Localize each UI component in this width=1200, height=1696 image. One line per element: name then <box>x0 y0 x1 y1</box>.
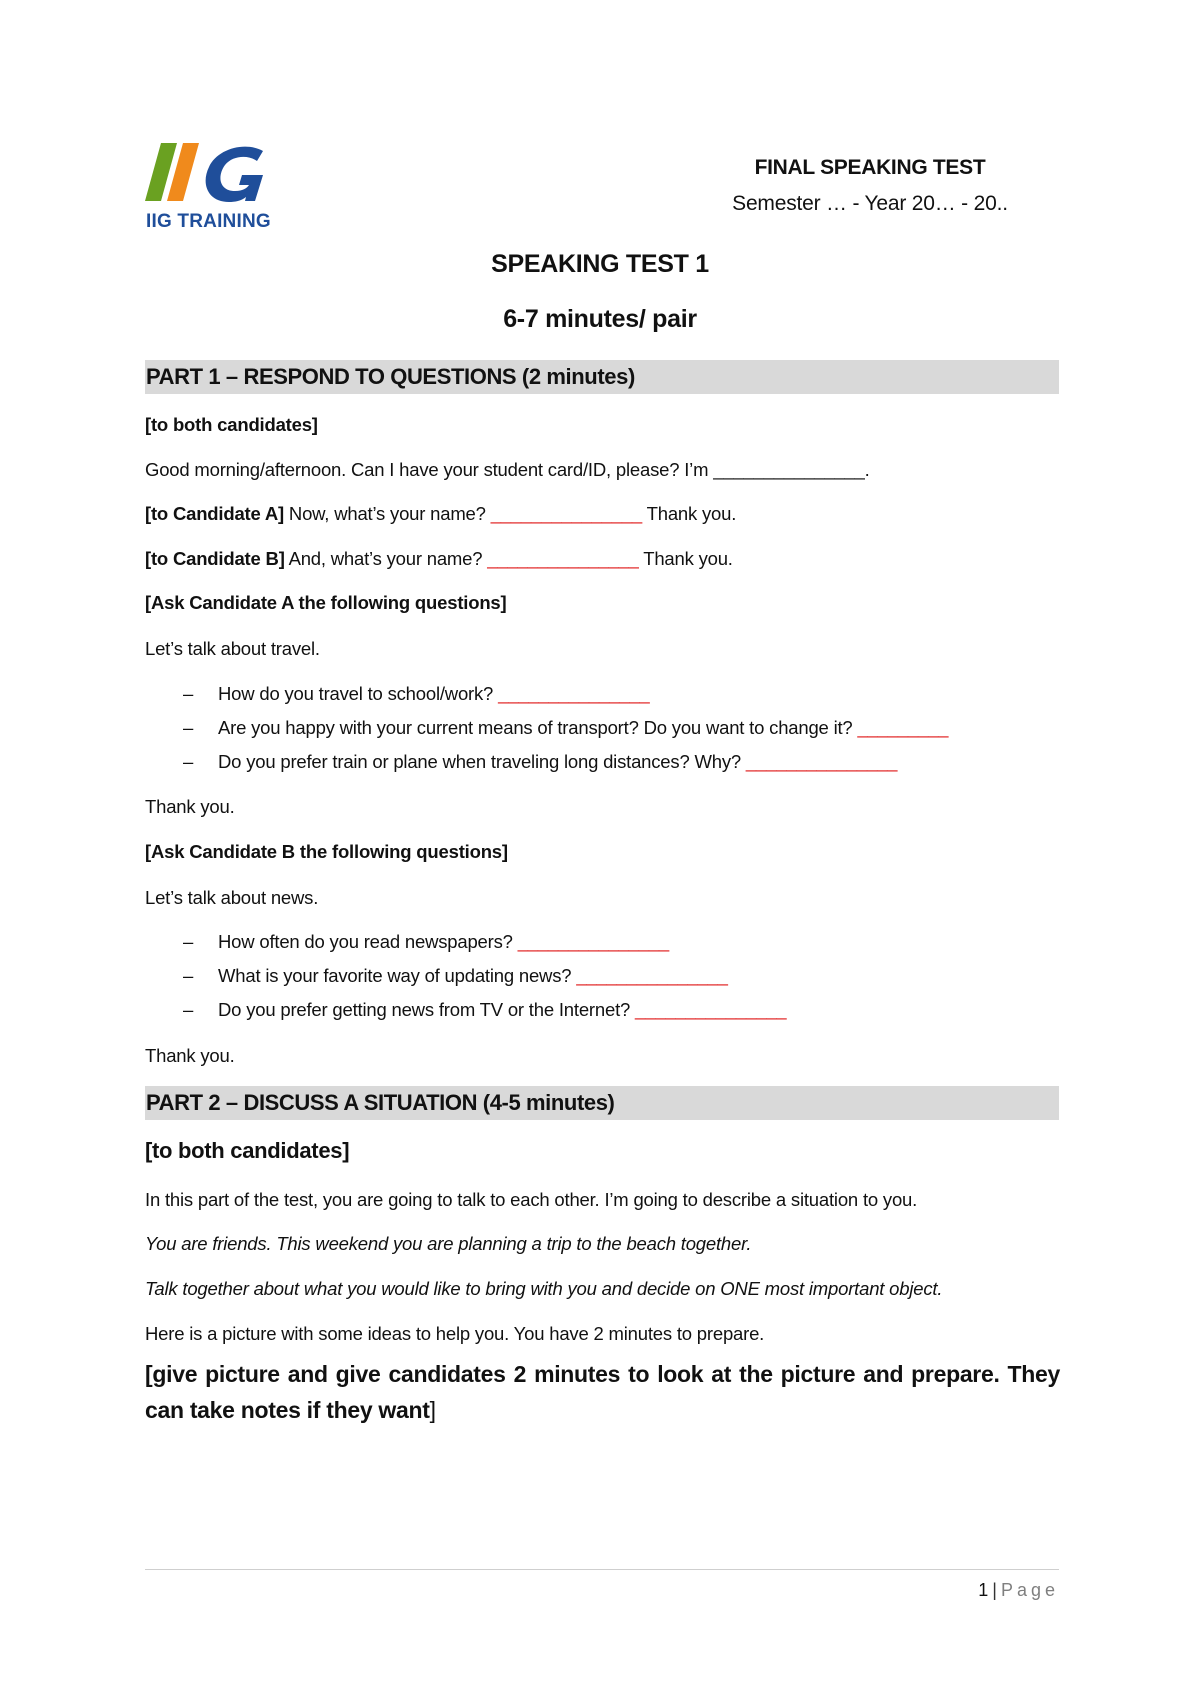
page-title: SPEAKING TEST 1 <box>491 250 709 278</box>
candidate-a-label: [to Candidate A] <box>145 503 284 524</box>
semester-line: Semester … - Year 20… - 20.. <box>732 192 1008 215</box>
candidate-b-label: [to Candidate B] <box>145 548 285 569</box>
part2-intro: In this part of the test, you are going to talk to each other. I’m going to describe a situation to you. <box>145 1189 918 1210</box>
bullet-dash: – <box>183 683 194 704</box>
bullet-dash: – <box>183 931 194 952</box>
topic-a-line: Let’s talk about travel. <box>145 638 320 659</box>
candidate-b-name-line <box>145 548 1065 570</box>
candidate-b-thanks: Thank you. <box>643 548 733 569</box>
part2-both-candidates-label: [to both candidates] <box>145 1138 350 1163</box>
page-footer <box>978 1580 1059 1601</box>
question-text: Do you prefer train or plane when traveling long distances? Why? <box>218 751 741 772</box>
greeting-line <box>145 459 1065 481</box>
candidate-b-question: And, what’s your name? <box>288 548 483 569</box>
part2-heading-bar <box>145 1086 1059 1120</box>
bullet-dash: – <box>183 717 194 738</box>
candidate-a-blank: _______________ <box>490 503 643 524</box>
greeting-blank: _______________. <box>713 459 870 480</box>
thanks-a-line: Thank you. <box>145 796 235 817</box>
footer-separator: | <box>992 1580 997 1600</box>
bullet-dash: – <box>183 965 194 986</box>
answer-blank: _______________ <box>745 751 898 772</box>
situation-line-1: You are friends. This weekend you are planning a trip to the beach together. <box>145 1233 752 1254</box>
part1-heading: PART 1 – RESPOND TO QUESTIONS (2 minutes) <box>146 364 635 389</box>
logo-text: IIG TRAINING <box>146 211 271 232</box>
iig-training-logo <box>145 143 275 233</box>
question-text: How often do you read newspapers? <box>218 931 513 952</box>
topic-b-line: Let’s talk about news. <box>145 887 319 908</box>
candidate-b-blank: _______________ <box>487 548 639 569</box>
ask-candidate-a-label: [Ask Candidate A the following questions] <box>145 592 507 613</box>
ask-candidate-b-label: [Ask Candidate B the following questions] <box>145 841 508 862</box>
answer-blank: _______________ <box>576 965 728 986</box>
answer-blank: _______________ <box>517 931 670 952</box>
page-number: 1 <box>978 1580 989 1600</box>
greeting-text: Good morning/afternoon. Can I have your student card/ID, please? I’m <box>145 459 709 480</box>
candidate-a-question: Now, what’s your name? <box>288 503 486 524</box>
test-type-heading: FINAL SPEAKING TEST <box>754 156 986 179</box>
part1-both-candidates-label: [to both candidates] <box>145 414 318 435</box>
answer-blank: _________ <box>857 717 949 738</box>
footer-divider <box>145 1569 1059 1570</box>
question-text: Are you happy with your current means of transport? Do you want to change it? <box>218 717 853 738</box>
picture-note: Here is a picture with some ideas to help you. You have 2 minutes to prepare. <box>145 1323 765 1344</box>
instruction-text: [give picture and give candidates 2 minutes to look at the picture and prepare. They can take notes if they want <box>145 1361 1060 1423</box>
answer-blank: _______________ <box>635 999 787 1020</box>
situation-line-2: Talk together about what you would like to bring with you and decide on ONE most important object. <box>145 1278 943 1299</box>
part1-heading-bar <box>145 360 1059 394</box>
candidate-a-thanks: Thank you. <box>646 503 737 524</box>
answer-blank: _______________ <box>498 683 650 704</box>
bullet-dash: – <box>183 751 194 772</box>
duration-subtitle: 6-7 minutes/ pair <box>503 305 697 333</box>
question-text: How do you travel to school/work? <box>218 683 494 704</box>
part2-heading: PART 2 – DISCUSS A SITUATION (4-5 minutes) <box>146 1090 615 1115</box>
question-text: What is your favorite way of updating news? <box>218 965 572 986</box>
page-label: Page <box>1000 1580 1059 1600</box>
thanks-b-line: Thank you. <box>145 1045 235 1066</box>
iig-logo-mark-icon <box>145 143 275 211</box>
examiner-instruction <box>145 1356 1060 1428</box>
bullet-dash: – <box>183 999 194 1020</box>
question-text: Do you prefer getting news from TV or the Internet? <box>218 999 631 1020</box>
candidate-a-name-line <box>145 503 1065 525</box>
instruction-close-bracket: ] <box>429 1397 436 1423</box>
